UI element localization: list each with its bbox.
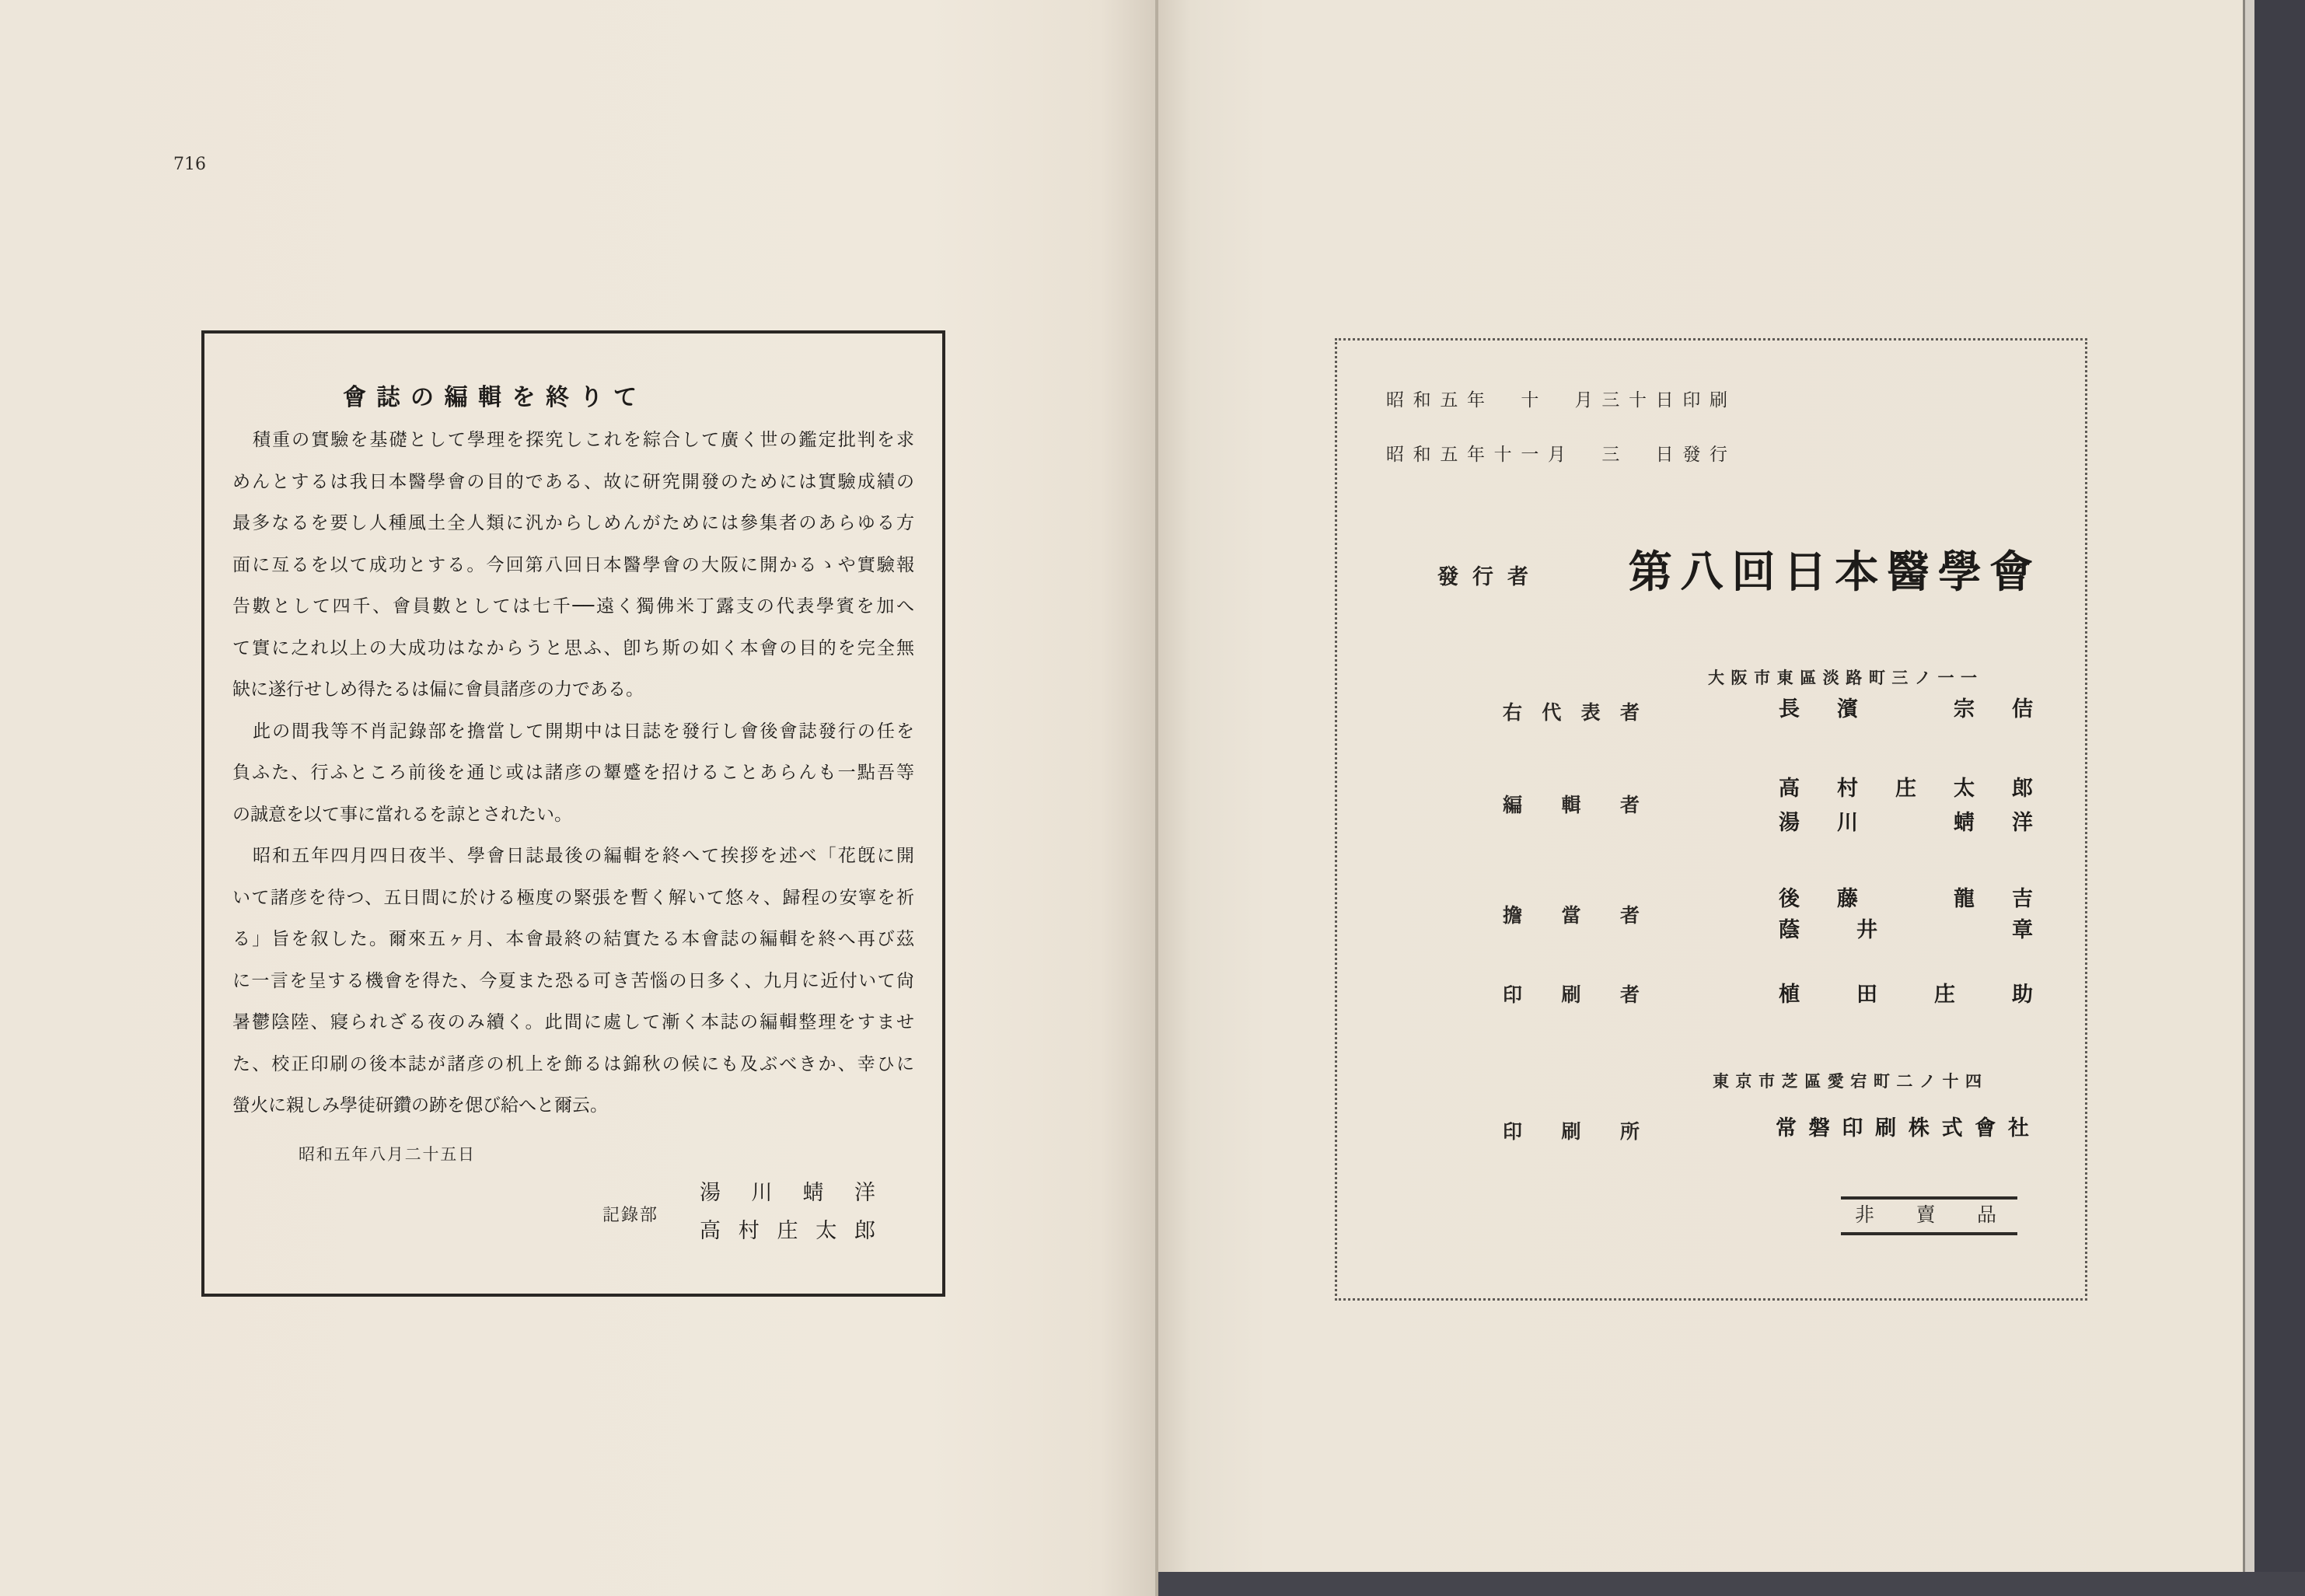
notice-line: 最多なるを要し人種風土全人類に汎からしめんがためには參集者のあらゆる方: [232, 513, 914, 533]
notice-line: いて諸彦を待つ、五日間に於ける極度の緊張を暫く解いて悠々、歸程の安寧を祈: [232, 887, 914, 908]
not-for-sale-rule-top: [1841, 1196, 2017, 1200]
page-edge: [2243, 0, 2254, 1572]
notice-title: 會誌の編輯を終りて: [343, 384, 637, 411]
role-label-printing-house: 印刷所: [1503, 1120, 1640, 1143]
notice-line: 負ふた、行ふところ前後を通じ或は諸彦の顰蹙を招けることあらんも一點吾等: [232, 763, 914, 783]
signature-name: 湯川蜻洋: [700, 1181, 875, 1205]
role-label-printer: 印刷者: [1503, 983, 1640, 1006]
book-cover-bottom-edge: [1158, 1572, 2305, 1596]
notice-line: 螢火に親しみ學徒研鑽の跡を偲び給へと爾云。: [232, 1095, 608, 1116]
notice-line: て實に之れ以上の大成功はなからうと思ふ、卽ち斯の如く本會の目的を完全無: [232, 637, 914, 658]
notice-line: た、校正印刷の後本誌が諸彦の机上を飾るは錦秋の候にも及ぶべきか、幸ひに: [232, 1053, 914, 1074]
printing-date: 昭和五年 十 月三十日印刷: [1386, 390, 1727, 410]
notice-line: 面に亙るを以て成功とする。今回第八回日本醫學會の大阪に開かるゝや實驗報: [232, 554, 914, 575]
signature-department: 記錄部: [602, 1206, 657, 1225]
publisher-name: 第八回日本醫學會: [1629, 547, 2033, 598]
publication-date: 昭和五年十一月 三 日發行: [1386, 445, 1727, 465]
notice-line: 暑鬱陰陸、寢られざる夜のみ續く。此間に處して漸く本誌の編輯整理をすませ: [232, 1012, 914, 1032]
editor-name: 高村庄太郎: [1779, 777, 2033, 801]
role-label-editor: 編輯者: [1503, 794, 1640, 816]
editorial-notice-box: [201, 330, 945, 1297]
notice-line: めんとするは我日本醫學會の目的である、故に研究開發のためには實驗成績の: [232, 471, 914, 492]
printer-name: 植田庄助: [1779, 983, 2033, 1007]
printing-house-name: 常磐印刷株式會社: [1776, 1116, 2029, 1140]
editor-name: 湯川 蜻洋: [1779, 811, 2033, 835]
notice-date: 昭和五年八月二十五日: [299, 1145, 474, 1164]
representative-address: 大阪市東區淡路町三ノ一一: [1708, 668, 1977, 687]
notice-line: る」旨を叙した。爾來五ヶ月、本會最終の結實たる本會誌の編輯を終へ再び茲: [232, 929, 914, 949]
notice-line: 此の間我等不肖記錄部を擔當して開期中は日誌を發行し會後會誌發行の任を: [253, 721, 914, 742]
notice-line: に一言を呈する機會を得た、今夏また恐る可き苦惱の日多く、九月に近付いて尙: [232, 970, 914, 991]
not-for-sale-rule-bottom: [1841, 1232, 2017, 1235]
representative-name: 長濱 宗佶: [1779, 697, 2033, 721]
role-label-representative: 右代表者: [1503, 701, 1640, 724]
notice-line: 告數として四千、會員數としては七千──遠く獨佛米丁露支の代表學賓を加へ: [232, 596, 914, 616]
book-cover-edge: [2254, 0, 2305, 1596]
notice-line: 積重の實驗を基礎として學理を探究しこれを綜合して廣く世の鑑定批判を求: [253, 430, 914, 450]
notice-line: の誠意を以て事に當れるを諒とされたい。: [232, 804, 572, 825]
not-for-sale-label: 非賣品: [1855, 1203, 1996, 1226]
publisher-label: 發行者: [1437, 565, 1528, 589]
colophon-frame: [1335, 338, 2087, 1301]
page-number: 716: [173, 155, 206, 174]
signature-name: 高村庄太郎: [700, 1219, 875, 1243]
notice-line: 昭和五年四月四日夜半、學會日誌最後の編輯を終へて挨拶を述べ「花旣に開: [253, 846, 914, 866]
person-in-charge-name: 蔭井 章: [1779, 918, 2033, 942]
person-in-charge-name: 後藤 龍吉: [1779, 887, 2033, 911]
notice-line: 缺に遂行せしめ得たるは偏に會員諸彦の力である。: [232, 679, 644, 700]
role-label-person-in-charge: 擔當者: [1503, 904, 1640, 927]
notice-body: [232, 420, 914, 1127]
printer-address: 東京市芝區愛宕町二ノ十四: [1713, 1071, 1982, 1091]
